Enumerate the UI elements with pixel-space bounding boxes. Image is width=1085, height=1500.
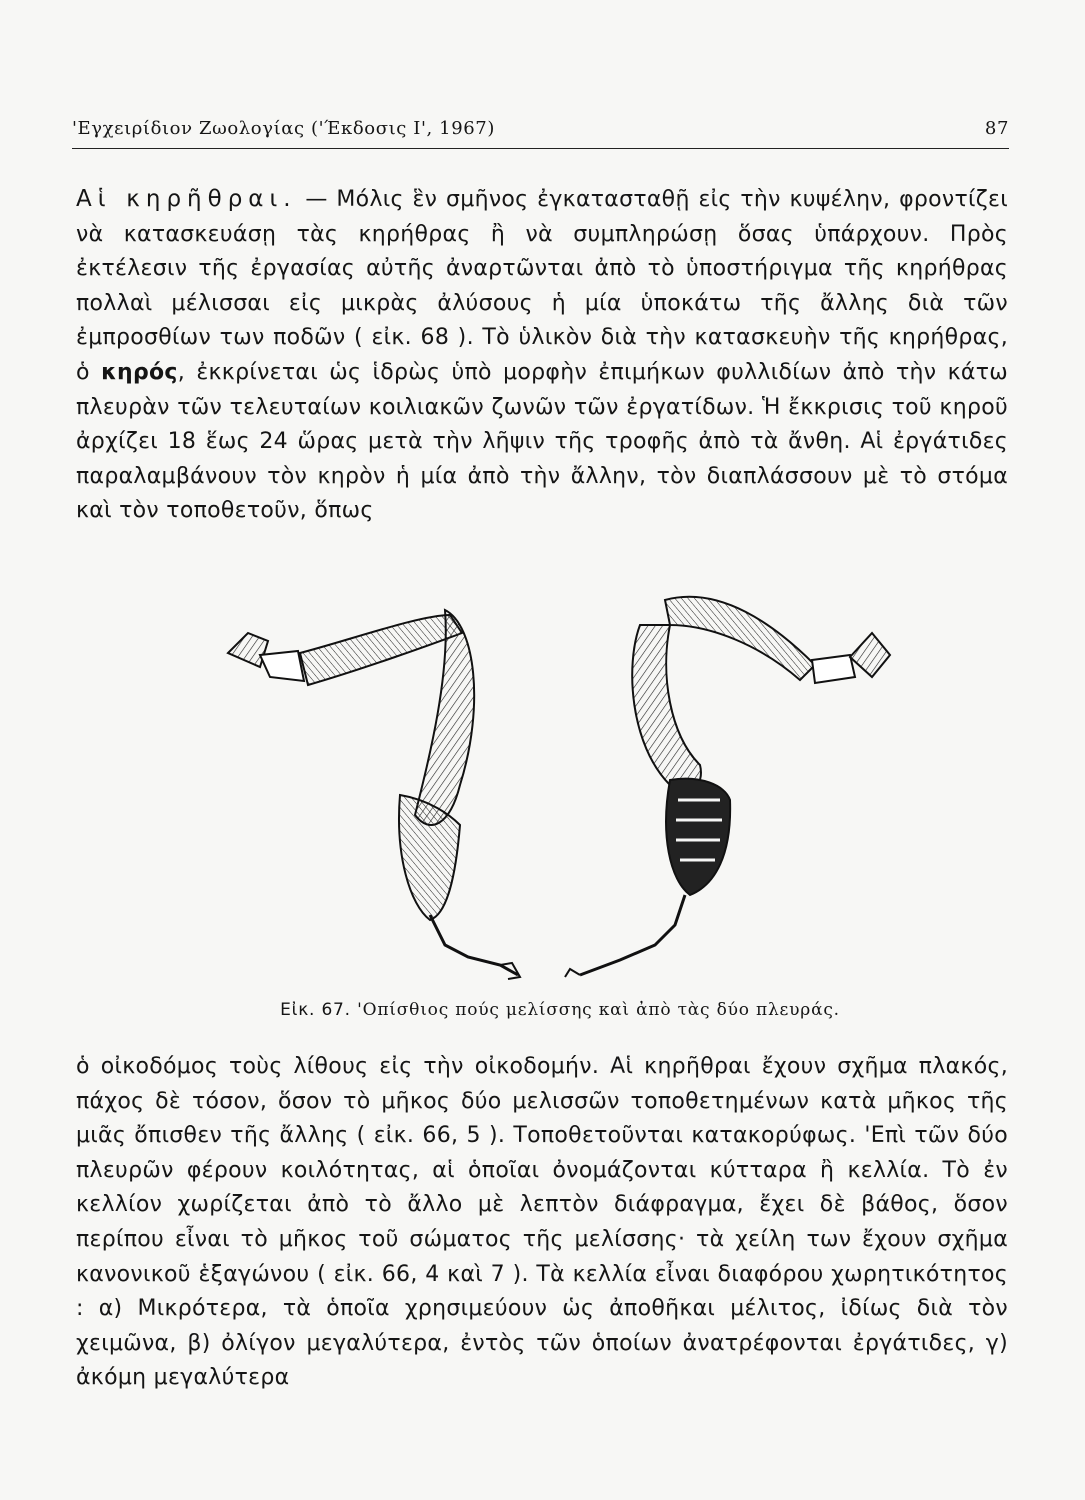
- caption-text: 'Οπίσθιος πούς μελίσσης καὶ ἀπὸ τὰς δύο πλευράς.: [357, 1000, 840, 1020]
- bold-term: κηρός: [101, 359, 178, 385]
- paragraph-cells: ὁ οἰκοδόμος τοὺς λίθους εἰς τὴν οἰκοδομήν. Αἱ κηρῆθραι ἔχουν σχῆμα πλακός, πάχος δὲ τόσον, ὅσον τὸ μῆκος δύο μελισσῶν τοποθετημένων κατὰ μῆκος τῆς μιᾶς ὄπισθεν τῆς ἄλλης ( εἰκ. 66, 5 ). Τοποθετοῦνται κατακορύφως. 'Επὶ τῶν δύο πλευρῶν φέρουν κοιλότητας, αἱ ὁποῖαι ὀνομάζονται κύτταρα ἢ κελλία. Τὸ ἐν κελλίον χωρίζεται ἀπὸ τὸ ἄλλο μὲ λεπτὸν διάφραγμα, ἔχει δὲ βάθος, ὅσον περίπου εἶναι τὸ μῆκος τοῦ σώματος τῆς μελίσσης· τὰ χείλη των ἔχουν σχῆμα κανονικοῦ ἑξαγώνου ( εἰκ. 66, 4 καὶ 7 ). Τὰ κελλία εἶναι διαφόρου χωρητικότητος : α) Μικρότερα, τὰ ὁποῖα χρησιμεύουν ὡς ἀποθῆκαι μέλιτος, ἰδίως διὰ τὸν χειμῶνα, β) ὀλίγον μεγαλύτερα, ἐντὸς τῶν ὁποίων ἀνατρέφονται ἐργάτιδες, γ) ἀκόμη μεγαλύτερα: [76, 1054, 1008, 1391]
- page-number: 87: [984, 118, 1009, 139]
- figure-caption: [200, 1000, 920, 1020]
- paragraph-text: , ἐκκρίνεται ὡς ἱδρὼς ὑπὸ μορφὴν ἐπιμήκων φυλλιδίων ἀπὸ τὴν κάτω πλευρὰν τῶν τελευταίων κοιλιακῶν ζωνῶν τῶν ἐργατίδων. Ἡ ἔκκρισις τοῦ κηροῦ ἀρχίζει 18 ἕως 24 ὥρας μετὰ τὴν λῆψιν τῆς τροφῆς ἀπὸ τὰ ἄνθη. Αἱ ἐργάτιδες παραλαμβάνουν τὸν κηρὸν ἡ μία ἀπὸ τὴν ἄλλην, τὸν διαπλάσσουν μὲ τὸ στόμα καὶ τὸν τοποθετοῦν, ὅπως: [76, 359, 1008, 524]
- paragraph-text: — Μόλις ἓν σμῆνος ἐγκατασταθῇ εἰς τὴν κυψέλην, φροντίζει νὰ κατασκευάσῃ τὰς κηρήθρας ἢ νὰ συμπληρώσῃ ὅσας ὑπάρχουν. Πρὸς ἐκτέλεσιν τῆς ἐργασίας αὐτῆς ἀναρτῶνται ἀπὸ τὸ ὑποστήριγμα τῆς κηρήθρας πολλαὶ μέλισσαι εἰς μικρὰς ἀλύσους ἡ μία ὑποκάτω τῆς ἄλλης διὰ τῶν ἐμπροσθίων των ποδῶν ( εἰκ. 68 ). Τὸ ὑλικὸν διὰ τὴν κατασκευὴν τῆς κηρήθρας, ὁ: [76, 187, 1008, 385]
- book-title: 'Εγχειρίδιον Ζωολογίας ('Έκδοσις Ι', 1967): [72, 118, 495, 139]
- bee-legs-illustration: [200, 585, 920, 995]
- caption-label: Εἰκ. 67.: [280, 1000, 351, 1020]
- paragraph-wax-combs: [76, 182, 1008, 529]
- figure-bee-hind-leg: [200, 585, 920, 995]
- running-header: [72, 114, 1009, 149]
- right-leg: [565, 597, 890, 977]
- section-heading: Αἱ κηρῆθραι.: [76, 186, 297, 212]
- left-leg: [228, 610, 520, 979]
